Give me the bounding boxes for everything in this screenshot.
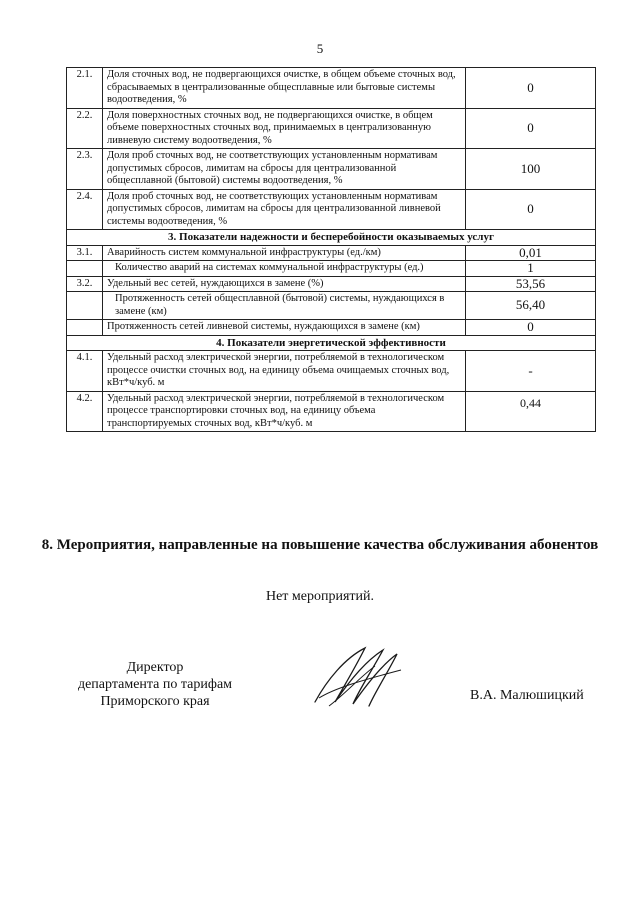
table-row — [67, 391, 596, 432]
measures-heading: 8. Мероприятия, направленные на повышение качества обслуживания абонентов — [41, 537, 599, 553]
row-value: 0 — [466, 108, 596, 149]
table-row — [67, 261, 596, 277]
row-description: Удельный расход электрической энергии, потребляемой в технологическом процессе транспортировки сточных вод, на единицу объема транспортируемых сточных вод, кВт*ч/куб. м — [103, 391, 466, 432]
row-description: Доля проб сточных вод, не соответствующих установленным нормативам допустимых сбросов, лимитам на сбросы для централизованной общесплавной (бытовой) системы водоотведения, % — [103, 149, 466, 190]
signature-image — [305, 640, 415, 715]
row-value: 0 — [466, 189, 596, 230]
table-row — [67, 149, 596, 190]
section-3-title: 3. Показатели надежности и бесперебойности оказываемых услуг — [67, 230, 596, 246]
table-row — [67, 245, 596, 261]
row-value: - — [466, 351, 596, 392]
row-description: Протяженность сетей общесплавной (бытовой) системы, нуждающихся в замене (км) — [103, 292, 466, 320]
row-number: 4.2. — [67, 391, 103, 432]
row-number: 2.1. — [67, 68, 103, 109]
table-row — [67, 276, 596, 292]
section-header-row — [67, 335, 596, 351]
row-description: Доля сточных вод, не подвергающихся очистке, в общем объеме сточных вод, сбрасываемых в централизованные общесплавные или бытовые системы водоотведения, % — [103, 68, 466, 109]
director-block — [60, 659, 250, 710]
row-number — [67, 320, 103, 336]
row-value: 0,44 — [466, 391, 596, 432]
page-number: 5 — [316, 41, 324, 56]
indicators-table — [66, 67, 596, 432]
row-description: Протяженность сетей ливневой системы, нуждающихся в замене (км) — [103, 320, 466, 336]
row-description: Доля поверхностных сточных вод, не подвергающихся очистке, в общем объеме поверхностных сточных вод, принимаемых в централизованную ливневую систему водоотведения, % — [103, 108, 466, 149]
row-number: 2.4. — [67, 189, 103, 230]
section-4-title: 4. Показатели энергетической эффективности — [67, 335, 596, 351]
director-title: Директор — [126, 660, 184, 675]
table-row — [67, 68, 596, 109]
row-number: 2.2. — [67, 108, 103, 149]
signer-name: В.А. Малюшицкий — [470, 688, 584, 703]
row-value: 0 — [466, 68, 596, 109]
row-value: 100 — [466, 149, 596, 190]
row-number: 4.1. — [67, 351, 103, 392]
row-description: Количество аварий на системах коммунальной инфраструктуры (ед.) — [103, 261, 466, 277]
row-value: 1 — [466, 261, 596, 277]
row-description: Удельный вес сетей, нуждающихся в замене (%) — [103, 276, 466, 292]
director-region: Приморского края — [100, 694, 210, 709]
director-department: департамента по тарифам — [77, 677, 233, 692]
table-row — [67, 320, 596, 336]
table-row — [67, 189, 596, 230]
row-number — [67, 261, 103, 277]
table-row — [67, 351, 596, 392]
row-value: 0 — [466, 320, 596, 336]
row-number — [67, 292, 103, 320]
section-header-row — [67, 230, 596, 246]
row-description: Удельный расход электрической энергии, потребляемой в технологическом процессе очистки сточных вод, на единицу объема очищаемых сточных вод, кВт*ч/куб. м — [103, 351, 466, 392]
row-number: 3.2. — [67, 276, 103, 292]
row-number: 2.3. — [67, 149, 103, 190]
row-description: Аварийность систем коммунальной инфраструктуры (ед./км) — [103, 245, 466, 261]
measures-text: Нет мероприятий. — [265, 589, 375, 604]
table-row — [67, 292, 596, 320]
row-number: 3.1. — [67, 245, 103, 261]
row-value: 53,56 — [466, 276, 596, 292]
row-description: Доля проб сточных вод, не соответствующих установленным нормативам допустимых сбросов, лимитам на сбросы для централизованной ливневой системы водоотведения, % — [103, 189, 466, 230]
table-row — [67, 108, 596, 149]
row-value: 0,01 — [466, 245, 596, 261]
row-value: 56,40 — [466, 292, 596, 320]
